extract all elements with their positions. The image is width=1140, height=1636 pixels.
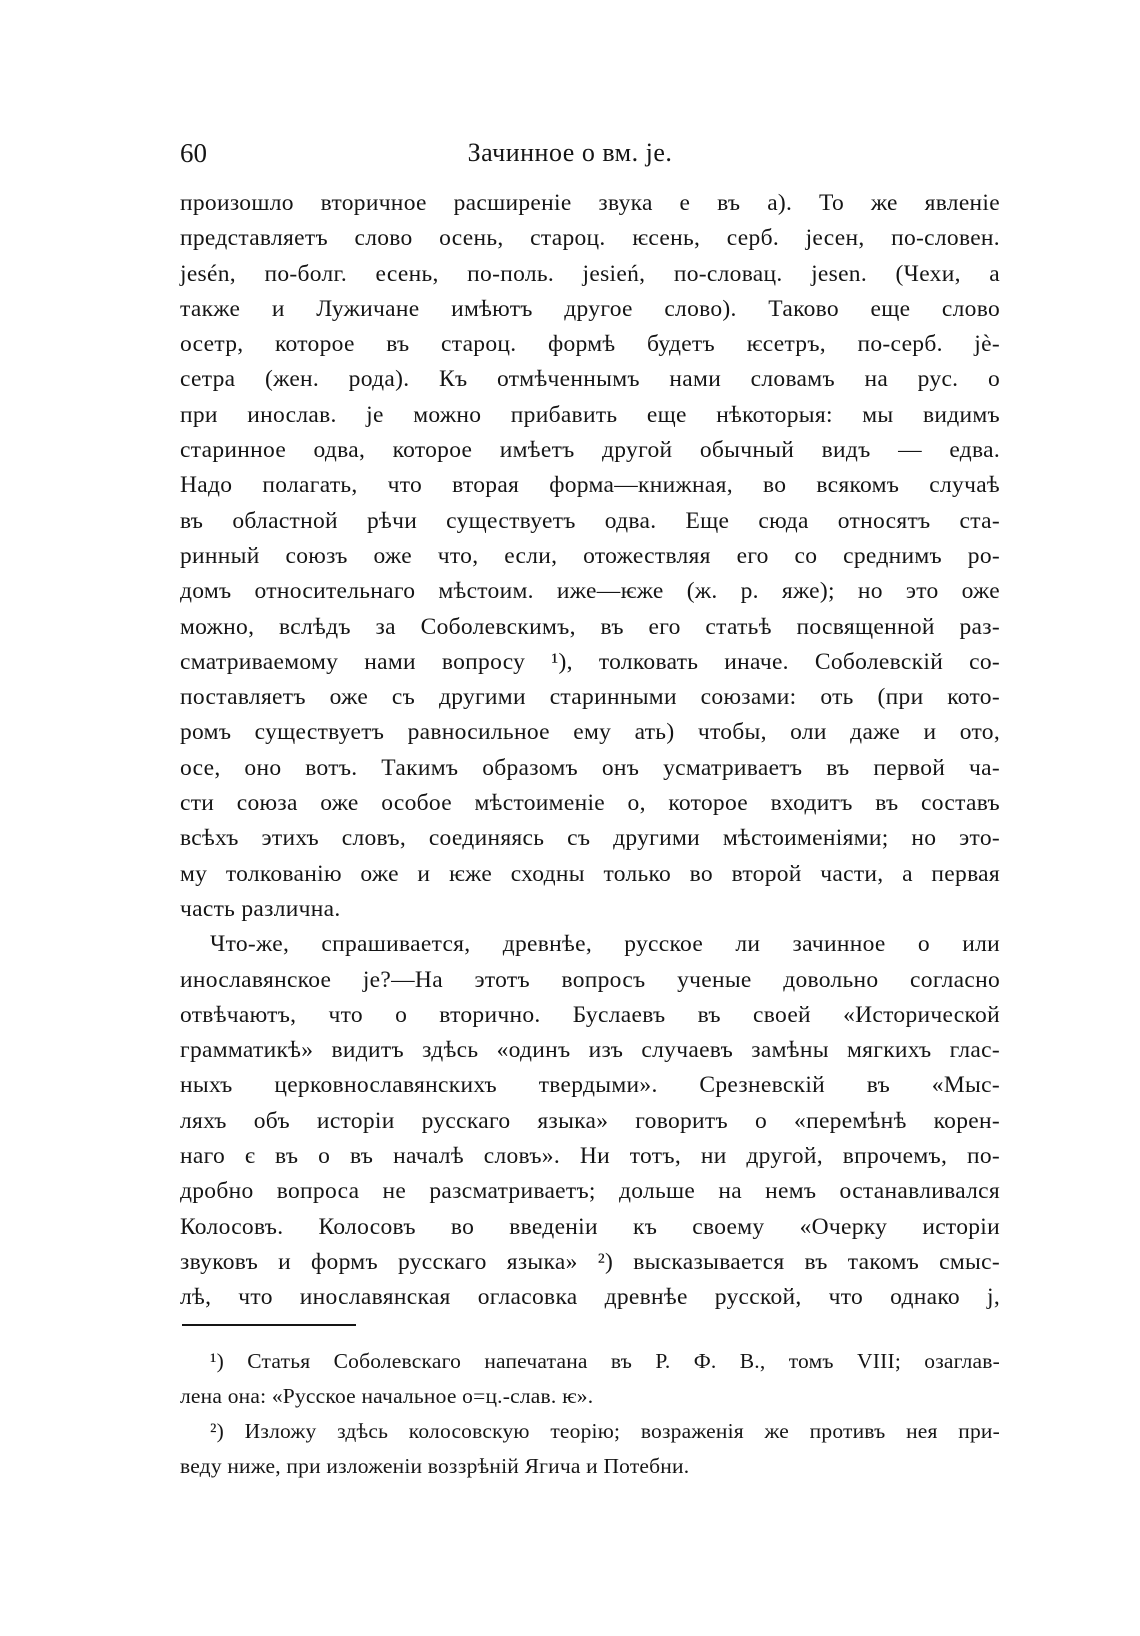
- text-line: домъ относительнаго мѣстоим. иже—ѥже (ж. р. яже); но это оже: [180, 578, 1000, 605]
- footnote-line: лена она: «Русское начальное о=ц.-слав. ѥ».: [180, 1384, 594, 1408]
- text-line: ринный союзъ оже что, если, отожествляя его со среднимъ ро-: [180, 542, 1000, 569]
- text-line: часть различна.: [180, 895, 341, 922]
- footnote-separator: [182, 1324, 356, 1326]
- text-line: jesén, по-болг. есень, по-поль. jesień, по-словац. jesen. (Чехи, а: [180, 260, 1000, 287]
- text-line: представляетъ слово осень, староц. ѥсень, серб. јесен, по-словен.: [180, 225, 1000, 252]
- text-line: ромъ существуетъ равносильное ему ать) чтобы, оли даже и ото,: [180, 719, 1000, 746]
- text-line: осе, оно вотъ. Такимъ образомъ онъ усматриваетъ въ первой ча-: [180, 754, 1000, 781]
- footnote-line: ¹) Статья Соболевскаго напечатана въ Р. Ф. В., томъ VIII; озаглав-: [210, 1349, 1000, 1373]
- text-line: поставляетъ оже съ другими старинными союзами: оть (при кото-: [180, 684, 1000, 711]
- text-line: наго є въ о въ началѣ словъ». Ни тотъ, ни другой, впрочемъ, по-: [180, 1143, 1000, 1170]
- text-line: всѣхъ этихъ словъ, соединяясь съ другими мѣстоименіями; но это-: [180, 825, 1000, 852]
- page-number: 60: [180, 138, 207, 168]
- text-line: сти союза оже особое мѣстоименіе о, которое входитъ въ составъ: [180, 790, 1000, 817]
- text-line: можно, вслѣдъ за Соболевскимъ, въ его статьѣ посвященной раз-: [180, 613, 1000, 640]
- running-title: Зачинное о вм. je.: [467, 138, 673, 167]
- text-line: Колосовъ. Колосовъ во введеніи къ своему «Очерку исторіи: [180, 1213, 1000, 1240]
- text-line: произошло вторичное расширеніе звука е въ а). То же явленіе: [180, 190, 1000, 216]
- text-line: му толкованію оже и ѥже сходны только во второй части, а первая: [180, 860, 1000, 887]
- text-line: лѣ, что инославянская огласовка древнѣе русской, что однако j,: [180, 1284, 1000, 1311]
- footnote-line: веду ниже, при изложеніи воззрѣній Ягича и Потебни.: [180, 1454, 690, 1478]
- text-line: инославянское je?—На этотъ вопросъ ученые довольно согласно: [180, 966, 1000, 993]
- text-line: осетр, которое въ староц. формѣ будетъ ѥсетръ, по-серб. јѐ-: [180, 331, 1000, 358]
- text-line: ныхъ церковнославянскихъ твердыми». Срезневскій въ «Мыс-: [180, 1072, 1000, 1099]
- text-line: звуковъ и формъ русскаго языка» ²) высказывается въ такомъ смыс-: [180, 1248, 1000, 1275]
- footnote-line: ²) Изложу здѣсь колосовскую теорію; возраженія же противъ нея при-: [210, 1419, 1000, 1443]
- footnotes: [180, 1344, 1000, 1484]
- text-line: ляхъ объ исторіи русскаго языка» говоритъ о «перемѣнѣ корен-: [180, 1107, 1000, 1134]
- text-line: старинное одва, которое имѣетъ другой обычный видъ — едва.: [180, 437, 1000, 464]
- text-line: отвѣчаютъ, что о вторично. Буслаевъ въ своей «Исторической: [180, 1001, 1000, 1028]
- text-line: Что-же, спрашивается, древнѣе, русское ли зачинное о или: [210, 931, 1000, 958]
- text-line: также и Лужичане имѣютъ другое слово). Таково еще слово: [180, 295, 1000, 322]
- text-line: при инослав. je можно прибавить еще нѣкоторыя: мы видимъ: [180, 401, 1000, 428]
- text-line: дробно вопроса не разсматриваетъ; дольше на немъ останавливался: [180, 1178, 1000, 1205]
- body-text: [180, 186, 1000, 1316]
- text-line: въ областной рѣчи существуетъ одва. Еще сюда относятъ ста-: [180, 507, 1000, 534]
- text-line: сетра (жен. рода). Къ отмѣченнымъ нами словамъ на рус. о: [180, 366, 1000, 393]
- text-line: сматриваемому нами вопросу ¹), толковать иначе. Соболевскій со-: [180, 648, 1000, 675]
- text-line: грамматикѣ» видитъ здѣсь «одинъ изъ случаевъ замѣны мягкихъ глас-: [180, 1037, 1000, 1064]
- text-line: Надо полагать, что вторая форма—книжная, во всякомъ случаѣ: [180, 472, 1000, 499]
